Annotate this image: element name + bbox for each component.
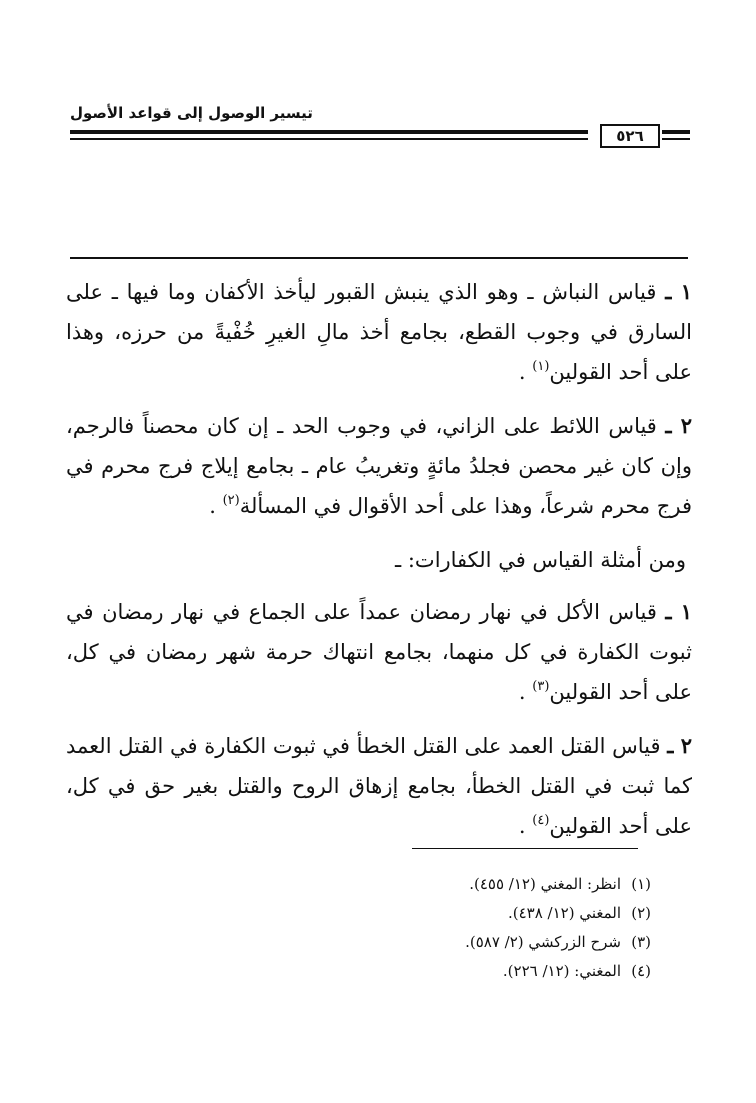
paragraph-end: . bbox=[518, 360, 526, 384]
paragraph-end: . bbox=[209, 494, 216, 518]
paragraph-nabbash bbox=[66, 272, 692, 392]
header-rule-thin bbox=[70, 138, 588, 140]
header-rule-right-thick bbox=[662, 130, 690, 134]
header-rules bbox=[70, 127, 690, 146]
footnote-text: انظر: المغني (١٢/ ٤٥٥). bbox=[469, 875, 621, 893]
book-title: تيسير الوصول إلى قواعد الأصول bbox=[70, 104, 313, 122]
footnote-reference: (٣) bbox=[532, 679, 550, 694]
paragraph-end: . bbox=[518, 680, 526, 704]
paragraph-akl-ramadan bbox=[66, 592, 692, 712]
footnote-text: المغني: (١٢/ ٢٢٦). bbox=[502, 962, 621, 980]
content-separator bbox=[70, 257, 688, 259]
paragraph-text: قياس اللائط على الزاني، في وجوب الحد ـ إن كان محصناً فالرجم، وإن كان غير محصن فجلدُ مائةٍ وتغريبُ عام ـ بجامع إيلاج فرج محرم في فرج محرم شرعاً، وهذا على أحد الأقوال في المسألة bbox=[66, 414, 692, 518]
header-rule-right-thin bbox=[662, 138, 690, 140]
paragraph-text: قياس الأكل في نهار رمضان عمداً على الجماع في نهار رمضان في ثبوت الكفارة في كل منهما، بجامع انتهاك حرمة شهر رمضان في كل، على أحد القولين bbox=[66, 600, 692, 704]
footnote-number: (٤) bbox=[631, 962, 651, 980]
footnote-separator bbox=[412, 848, 638, 849]
footnote-reference: (١) bbox=[532, 359, 550, 374]
footnote-item bbox=[311, 957, 651, 986]
paragraph-number: ٢ ـ bbox=[667, 733, 692, 758]
footnote-text: شرح الزركشي (٢/ ٥٨٧). bbox=[465, 933, 621, 951]
paragraph-number: ١ ـ bbox=[665, 599, 692, 624]
paragraph-qatl-amd bbox=[66, 726, 692, 846]
footnote-item bbox=[311, 928, 651, 957]
footnote-item bbox=[311, 899, 651, 928]
paragraph-end: . bbox=[518, 814, 526, 838]
paragraph-number: ١ ـ bbox=[665, 279, 693, 304]
footnote-number: (٣) bbox=[631, 933, 651, 951]
footnote-number: (١) bbox=[631, 875, 651, 893]
running-header bbox=[70, 100, 690, 150]
paragraph-text: قياس النباش ـ وهو الذي ينبش القبور ليأخذ الأكفان وما فيها ـ على السارق في وجوب القطع، بجامع أخذ مالِ الغيرِ خُفْيةً من حرزه، وهذا على أحد القولين bbox=[66, 280, 692, 384]
main-text bbox=[66, 272, 692, 860]
page-number: ٥٢٦ bbox=[600, 124, 660, 148]
paragraph-text: قياس القتل العمد على القتل الخطأ في ثبوت الكفارة في القتل العمد كما ثبت في القتل الخطأ، بجامع إزهاق الروح والقتل بغير حق في كل، على أحد القولين bbox=[66, 734, 692, 838]
section-intro-kaffarat bbox=[66, 540, 692, 580]
footnote-reference: (٢) bbox=[222, 493, 240, 508]
header-rule-thick bbox=[70, 130, 588, 134]
footnote-text: المغني (١٢/ ٤٣٨). bbox=[507, 904, 621, 922]
paragraph-text: ومن أمثلة القياس في الكفارات: ـ bbox=[395, 548, 686, 572]
footnote-number: (٢) bbox=[631, 904, 651, 922]
footnote-item bbox=[311, 870, 651, 899]
paragraph-number: ٢ ـ bbox=[665, 413, 692, 438]
footnote-reference: (٤) bbox=[532, 813, 550, 828]
footnotes bbox=[311, 870, 651, 986]
paragraph-laait bbox=[66, 406, 692, 526]
